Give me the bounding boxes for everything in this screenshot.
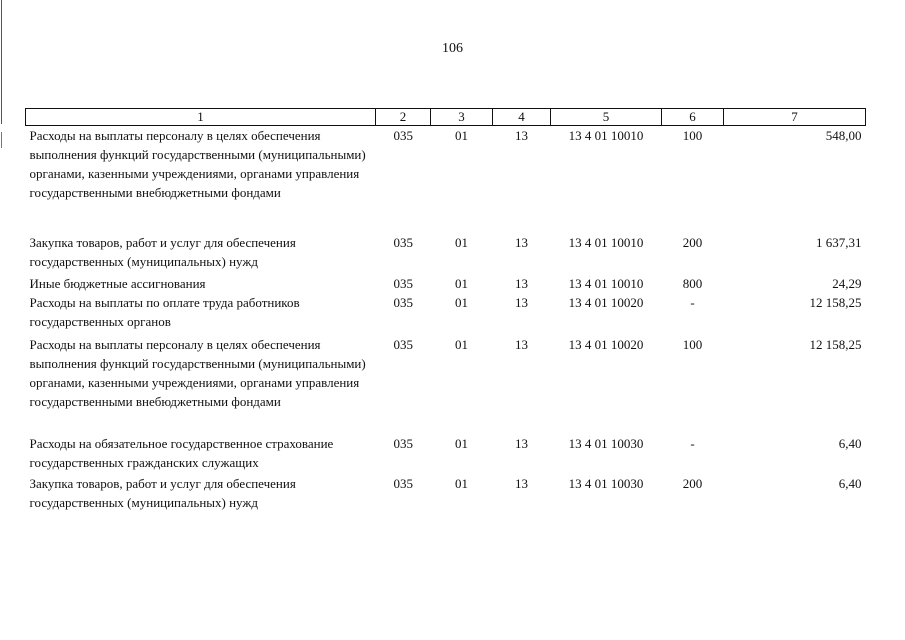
row-col-3: 01 xyxy=(455,276,468,291)
column-header-1: 1 xyxy=(26,109,376,126)
row-col-6: 100 xyxy=(682,337,703,352)
column-header-7: 7 xyxy=(724,109,866,126)
row-description: Расходы на выплаты персоналу в целях обеспечения выполнения функций государственными (муниципальными) органами, казенными учреждениями, органами управления государственными внебюджетными фондами xyxy=(29,128,366,200)
row-col-5: 13 4 01 10010 xyxy=(568,235,644,250)
row-col-4: 13 xyxy=(515,235,528,250)
row-col-2: 035 xyxy=(393,436,413,451)
row-col-7: 12 158,25 xyxy=(809,295,862,310)
row-description: Расходы на выплаты персоналу в целях обеспечения выполнения функций государственными (муниципальными) органами, казенными учреждениями, органами управления государственными внебюджетными фондами xyxy=(29,337,366,409)
row-col-2: 035 xyxy=(393,476,413,491)
table-row xyxy=(26,233,866,274)
table-row xyxy=(26,293,866,335)
row-col-3: 01 xyxy=(455,436,468,451)
table-row xyxy=(26,335,866,434)
row-description: Закупка товаров, работ и услуг для обеспечения государственных (муниципальных) нужд xyxy=(29,476,296,510)
row-col-4: 13 xyxy=(515,476,528,491)
row-col-7: 12 158,25 xyxy=(809,337,862,352)
row-description: Закупка товаров, работ и услуг для обеспечения государственных (муниципальных) нужд xyxy=(29,235,296,269)
row-col-2: 035 xyxy=(393,235,413,250)
row-col-3: 01 xyxy=(455,128,468,143)
row-col-7: 6,40 xyxy=(838,436,862,451)
row-col-7: 24,29 xyxy=(832,276,862,291)
row-col-7: 548,00 xyxy=(825,128,862,143)
row-col-3: 01 xyxy=(455,235,468,250)
row-col-5: 13 4 01 10020 xyxy=(568,295,644,310)
column-header-6: 6 xyxy=(662,109,724,126)
row-col-5: 13 4 01 10020 xyxy=(568,337,644,352)
row-col-4: 13 xyxy=(515,337,528,352)
column-header-4: 4 xyxy=(493,109,551,126)
row-description: Иные бюджетные ассигнования xyxy=(29,276,206,291)
table-row xyxy=(26,474,866,512)
table-row xyxy=(26,126,866,234)
table-row xyxy=(26,434,866,474)
column-header-3: 3 xyxy=(431,109,493,126)
row-col-2: 035 xyxy=(393,295,413,310)
row-col-7: 1 637,31 xyxy=(816,235,862,250)
row-description: Расходы на выплаты по оплате труда работников государственных органов xyxy=(29,295,300,329)
table-row xyxy=(26,274,866,293)
row-col-4: 13 xyxy=(515,128,528,143)
table-header-row xyxy=(26,109,866,126)
row-description: Расходы на обязательное государственное страхование государственных гражданских служащих xyxy=(29,436,334,470)
row-col-6: 100 xyxy=(682,128,703,143)
row-col-3: 01 xyxy=(455,476,468,491)
page-number: 106 xyxy=(442,41,463,56)
row-col-2: 035 xyxy=(393,337,413,352)
row-col-2: 035 xyxy=(393,128,413,143)
row-col-7: 6,40 xyxy=(838,476,862,491)
row-col-5: 13 4 01 10010 xyxy=(568,276,644,291)
row-col-4: 13 xyxy=(515,295,528,310)
row-col-3: 01 xyxy=(455,295,468,310)
row-col-6: 200 xyxy=(682,235,703,250)
row-col-3: 01 xyxy=(455,337,468,352)
column-header-5: 5 xyxy=(551,109,662,126)
row-col-6: - xyxy=(690,436,695,451)
budget-table xyxy=(25,108,866,512)
row-col-4: 13 xyxy=(515,276,528,291)
row-col-6: 200 xyxy=(682,476,703,491)
row-col-2: 035 xyxy=(393,276,413,291)
row-col-4: 13 xyxy=(515,436,528,451)
left-margin-rule-lower xyxy=(1,132,2,148)
row-col-5: 13 4 01 10030 xyxy=(568,476,644,491)
left-margin-rule xyxy=(1,0,2,124)
row-col-5: 13 4 01 10030 xyxy=(568,436,644,451)
row-col-5: 13 4 01 10010 xyxy=(568,128,644,143)
row-col-6: - xyxy=(690,295,695,310)
column-header-2: 2 xyxy=(376,109,431,126)
row-col-6: 800 xyxy=(682,276,703,291)
